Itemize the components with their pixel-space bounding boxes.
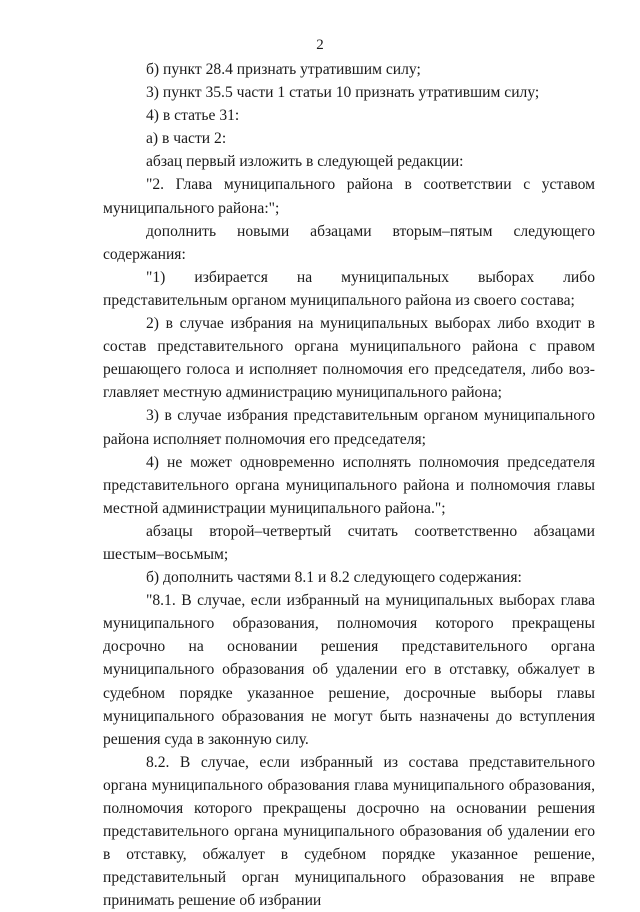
paragraph-2: 3) пункт 35.5 части 1 статьи 10 признать утратившим силу; bbox=[146, 84, 540, 102]
paragraph-13: б) дополнить частями 8.1 и 8.2 следующего содержания: bbox=[146, 569, 522, 587]
paragraph-8: "1) избирается на муниципальных выборах либо представительным органом муниципального района из своего состава; bbox=[103, 268, 595, 309]
document-body bbox=[103, 58, 595, 912]
page-number: 2 bbox=[316, 37, 324, 53]
paragraph-12: абзацы второй–четвертый считать соответственно абзацами шестым–восьмым; bbox=[103, 522, 595, 563]
paragraph-5: абзац первый изложить в следующей редакции: bbox=[146, 153, 464, 171]
paragraph-9: 2) в случае избрания на муниципальных выборах либо входит в состав представительного органа муниципального района с правом решающего голоса и исполняет полномочия его председателя, либо возглавляет местную администрацию муниципального района; bbox=[103, 315, 595, 402]
paragraph-1: б) пункт 28.4 признать утратившим силу; bbox=[146, 61, 421, 78]
paragraph-11: 4) не может одновременно исполнять полномочия председателя представительного органа муниципального района и полномочия главы местной администрации муниципального района."; bbox=[103, 453, 595, 517]
paragraph-7: дополнить новыми абзацами вторым–пятым следующего содержания: bbox=[103, 222, 595, 263]
paragraph-15: 8.2. В случае, если избранный из состава представительного органа муниципального образования глава муниципального образования, полномочия которого прекращены досрочно на основании решения представительного органа муниципального образования об удалении его в отставку, обжалует в судебном порядке указанное решение, представительный орган муниципального образования не вправе принимать решение об избрании bbox=[103, 753, 595, 910]
paragraph-6: "2. Глава муниципального района в соответствии с уставом муниципального района:"; bbox=[103, 176, 595, 217]
paragraph-4: а) в части 2: bbox=[146, 130, 227, 148]
paragraph-3: 4) в статье 31: bbox=[146, 107, 240, 125]
paragraph-10: 3) в случае избрания представительным органом муниципального района исполняет полномочия его председателя; bbox=[103, 407, 595, 448]
paragraph-14: "8.1. В случае, если избранный на муниципальных выборах глава муниципального образования, полномочия которого прекращены досрочно на основании решения представительного органа муниципального образования об удалении его в отставку, обжалует в судебном порядке указанное решение, досрочные выборы главы муниципального образования не могут быть назначены до вступления решения суда в законную силу. bbox=[103, 592, 595, 748]
